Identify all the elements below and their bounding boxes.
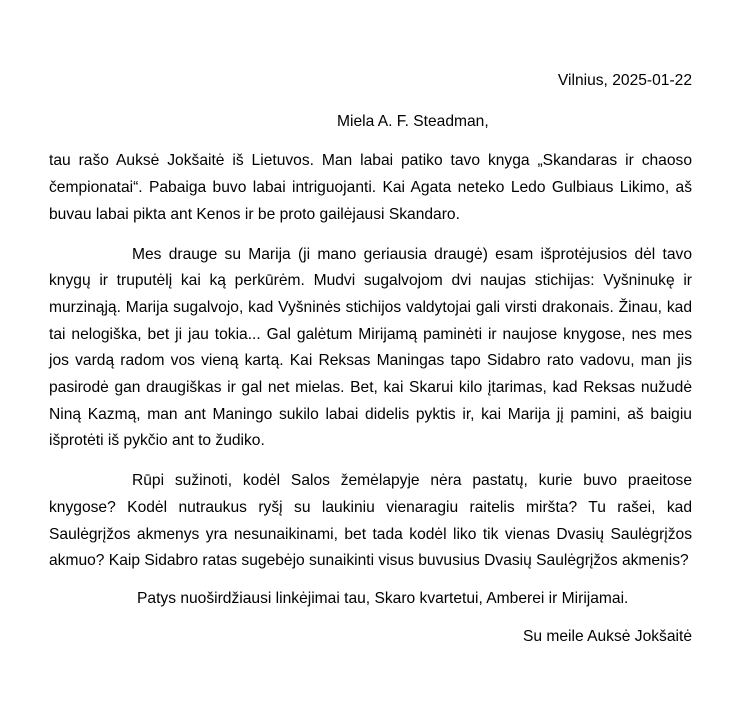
- letter-page: [49, 68, 692, 650]
- letter-closing: Patys nuoširdžiausi linkėjimai tau, Skaro kvartetui, Amberei ir Mirijamai.: [137, 589, 629, 607]
- letter-paragraph: Mes drauge su Marija (ji mano geriausia draugė) esam išprotėjusios dėl tavo knygų ir truputėlį kai ką perkūrėm. Mudvi sugalvojom dvi naujas stichijas: Vyšninukę ir murzinąją. Marija sugalvojo, kad Vyšninės stichijos valdytojai gali virsti drakonais. Žinau, kad tai nelogiška, bet ji jau tokia... Gal galėtum Mirijamą paminėti ir naujose knygose, nes mes jos vardą radom vos vieną kartą. Kai Reksas Maningas tapo Sidabro rato vadovu, man jis pasirodė gan draugiškas ir gal net mielas. Bet, kai Skarui kilo įtarimas, kad Reksas nužudė Niną Kazmą, man ant Maningo sukilo labai didelis pyktis ir, kai Marija jį pamini, aš baigiu išprotėti iš pykčio ant to žudiko.: [49, 245, 692, 450]
- letter-paragraph: tau rašo Auksė Jokšaitė iš Lietuvos. Man labai patiko tavo knyga „Skandaras ir chaoso čempionatai“. Pabaiga buvo labai intriguojanti. Kai Agata neteko Ledo Gulbiaus Likimo, aš buvau labai pikta ant Kenos ir be proto gailėjausi Skandaro.: [49, 152, 692, 223]
- letter-signature: Su meile Auksė Jokšaitė: [522, 627, 692, 645]
- letter-date: Vilnius, 2025-01-22: [557, 72, 692, 89]
- letter-salutation: Miela A. F. Steadman,: [337, 112, 489, 130]
- letter-paragraph: Rūpi sužinoti, kodėl Salos žemėlapyje nėra pastatų, kurie buvo praeitose knygose? Kodėl nutraukus ryšį su laukiniu vienaragiu raitelis miršta? Tu rašei, kad Saulėgrįžos akmenys yra nesunaikinami, bet tada kodėl liko tik vienas Dvasių Saulėgrįžos akmuo? Kaip Sidabro ratas sugebėjo sunaikinti visus buvusius Dvasių Saulėgrįžos akmenis?: [49, 472, 692, 570]
